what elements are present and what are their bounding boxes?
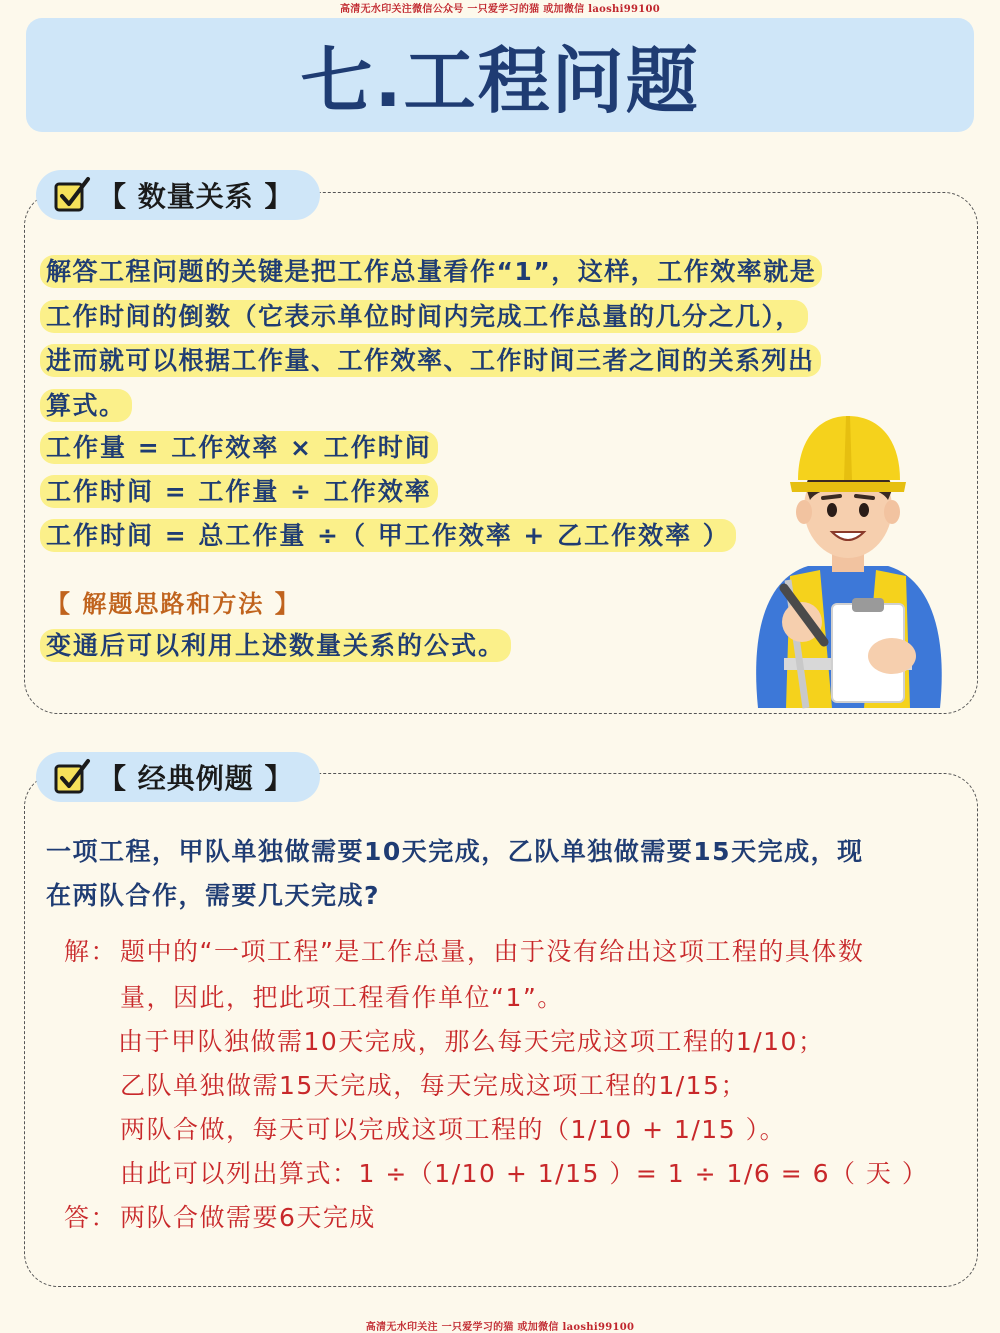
question-line: 在两队合作，需要几天完成? xyxy=(46,881,381,910)
page-title: 七.工程问题 xyxy=(300,39,700,123)
paragraph-line: 解答工程问题的关键是把工作总量看作“1”，这样，工作效率就是 xyxy=(40,255,822,288)
answer-text: 两队合做需要6天完成 xyxy=(120,1203,376,1232)
answer-label: 答： xyxy=(64,1203,118,1232)
example-tab-label: 【 经典例题 】 xyxy=(98,762,294,795)
formula-combined-time xyxy=(46,518,736,554)
example-question xyxy=(46,830,966,918)
key-concept-paragraph xyxy=(46,250,956,428)
paragraph-line: 算式。 xyxy=(40,389,132,422)
example-tab xyxy=(36,752,320,802)
method-text-content: 变通后可以利用上述数量关系的公式。 xyxy=(40,629,511,662)
formula-work-time xyxy=(46,474,438,510)
formula-work-amount xyxy=(46,430,438,466)
solution-line: 量，因此，把此项工程看作单位“1”。 xyxy=(120,983,564,1012)
watermark-top: 高清无水印关注微信公众号 一只爱学习的猫 或加微信 laoshi99100 xyxy=(340,4,660,15)
method-text xyxy=(46,628,511,664)
solution-line: 由于甲队独做需10天完成，那么每天完成这项工程的1/10； xyxy=(118,1027,825,1056)
method-heading: 【 解题思路和方法 】 xyxy=(46,590,301,618)
paragraph-line: 进而就可以根据工作量、工作效率、工作时间三者之间的关系列出 xyxy=(40,344,821,377)
solution-label: 解： xyxy=(64,937,118,966)
paragraph-line: 工作时间的倒数（它表示单位时间内完成工作总量的几分之几）， xyxy=(40,300,808,333)
formula-text: 工作时间 = 总工作量 ÷（ 甲工作效率 + 乙工作效率 ） xyxy=(40,519,736,552)
formula-text: 工作时间 = 工作量 ÷ 工作效率 xyxy=(40,475,438,508)
solution-line: 题中的“一项工程”是工作总量，由于没有给出这项工程的具体数 xyxy=(120,937,865,966)
watermark-bottom: 高清无水印关注 一只爱学习的猫 或加微信 laoshi99100 xyxy=(365,1322,635,1333)
construction-worker-illustration xyxy=(728,408,968,716)
quantity-relation-tab xyxy=(36,170,320,220)
title-banner xyxy=(26,18,974,132)
solution-line: 乙队单独做需15天完成，每天完成这项工程的1/15； xyxy=(120,1071,747,1100)
solution-line: 两队合做，每天可以完成这项工程的（1/10 + 1/15 ）。 xyxy=(120,1115,787,1144)
quantity-relation-tab-label: 【 数量关系 】 xyxy=(98,180,294,213)
check-box-icon xyxy=(52,757,92,797)
solution-line: 由此可以列出算式：1 ÷（1/10 + 1/15 ）= 1 ÷ 1/6 = 6（ 天 ） xyxy=(120,1159,929,1188)
formula-text: 工作量 = 工作效率 × 工作时间 xyxy=(40,431,438,464)
check-box-icon xyxy=(52,175,92,215)
question-line: 一项工程，甲队单独做需要10天完成，乙队单独做需要15天完成，现 xyxy=(46,837,864,866)
